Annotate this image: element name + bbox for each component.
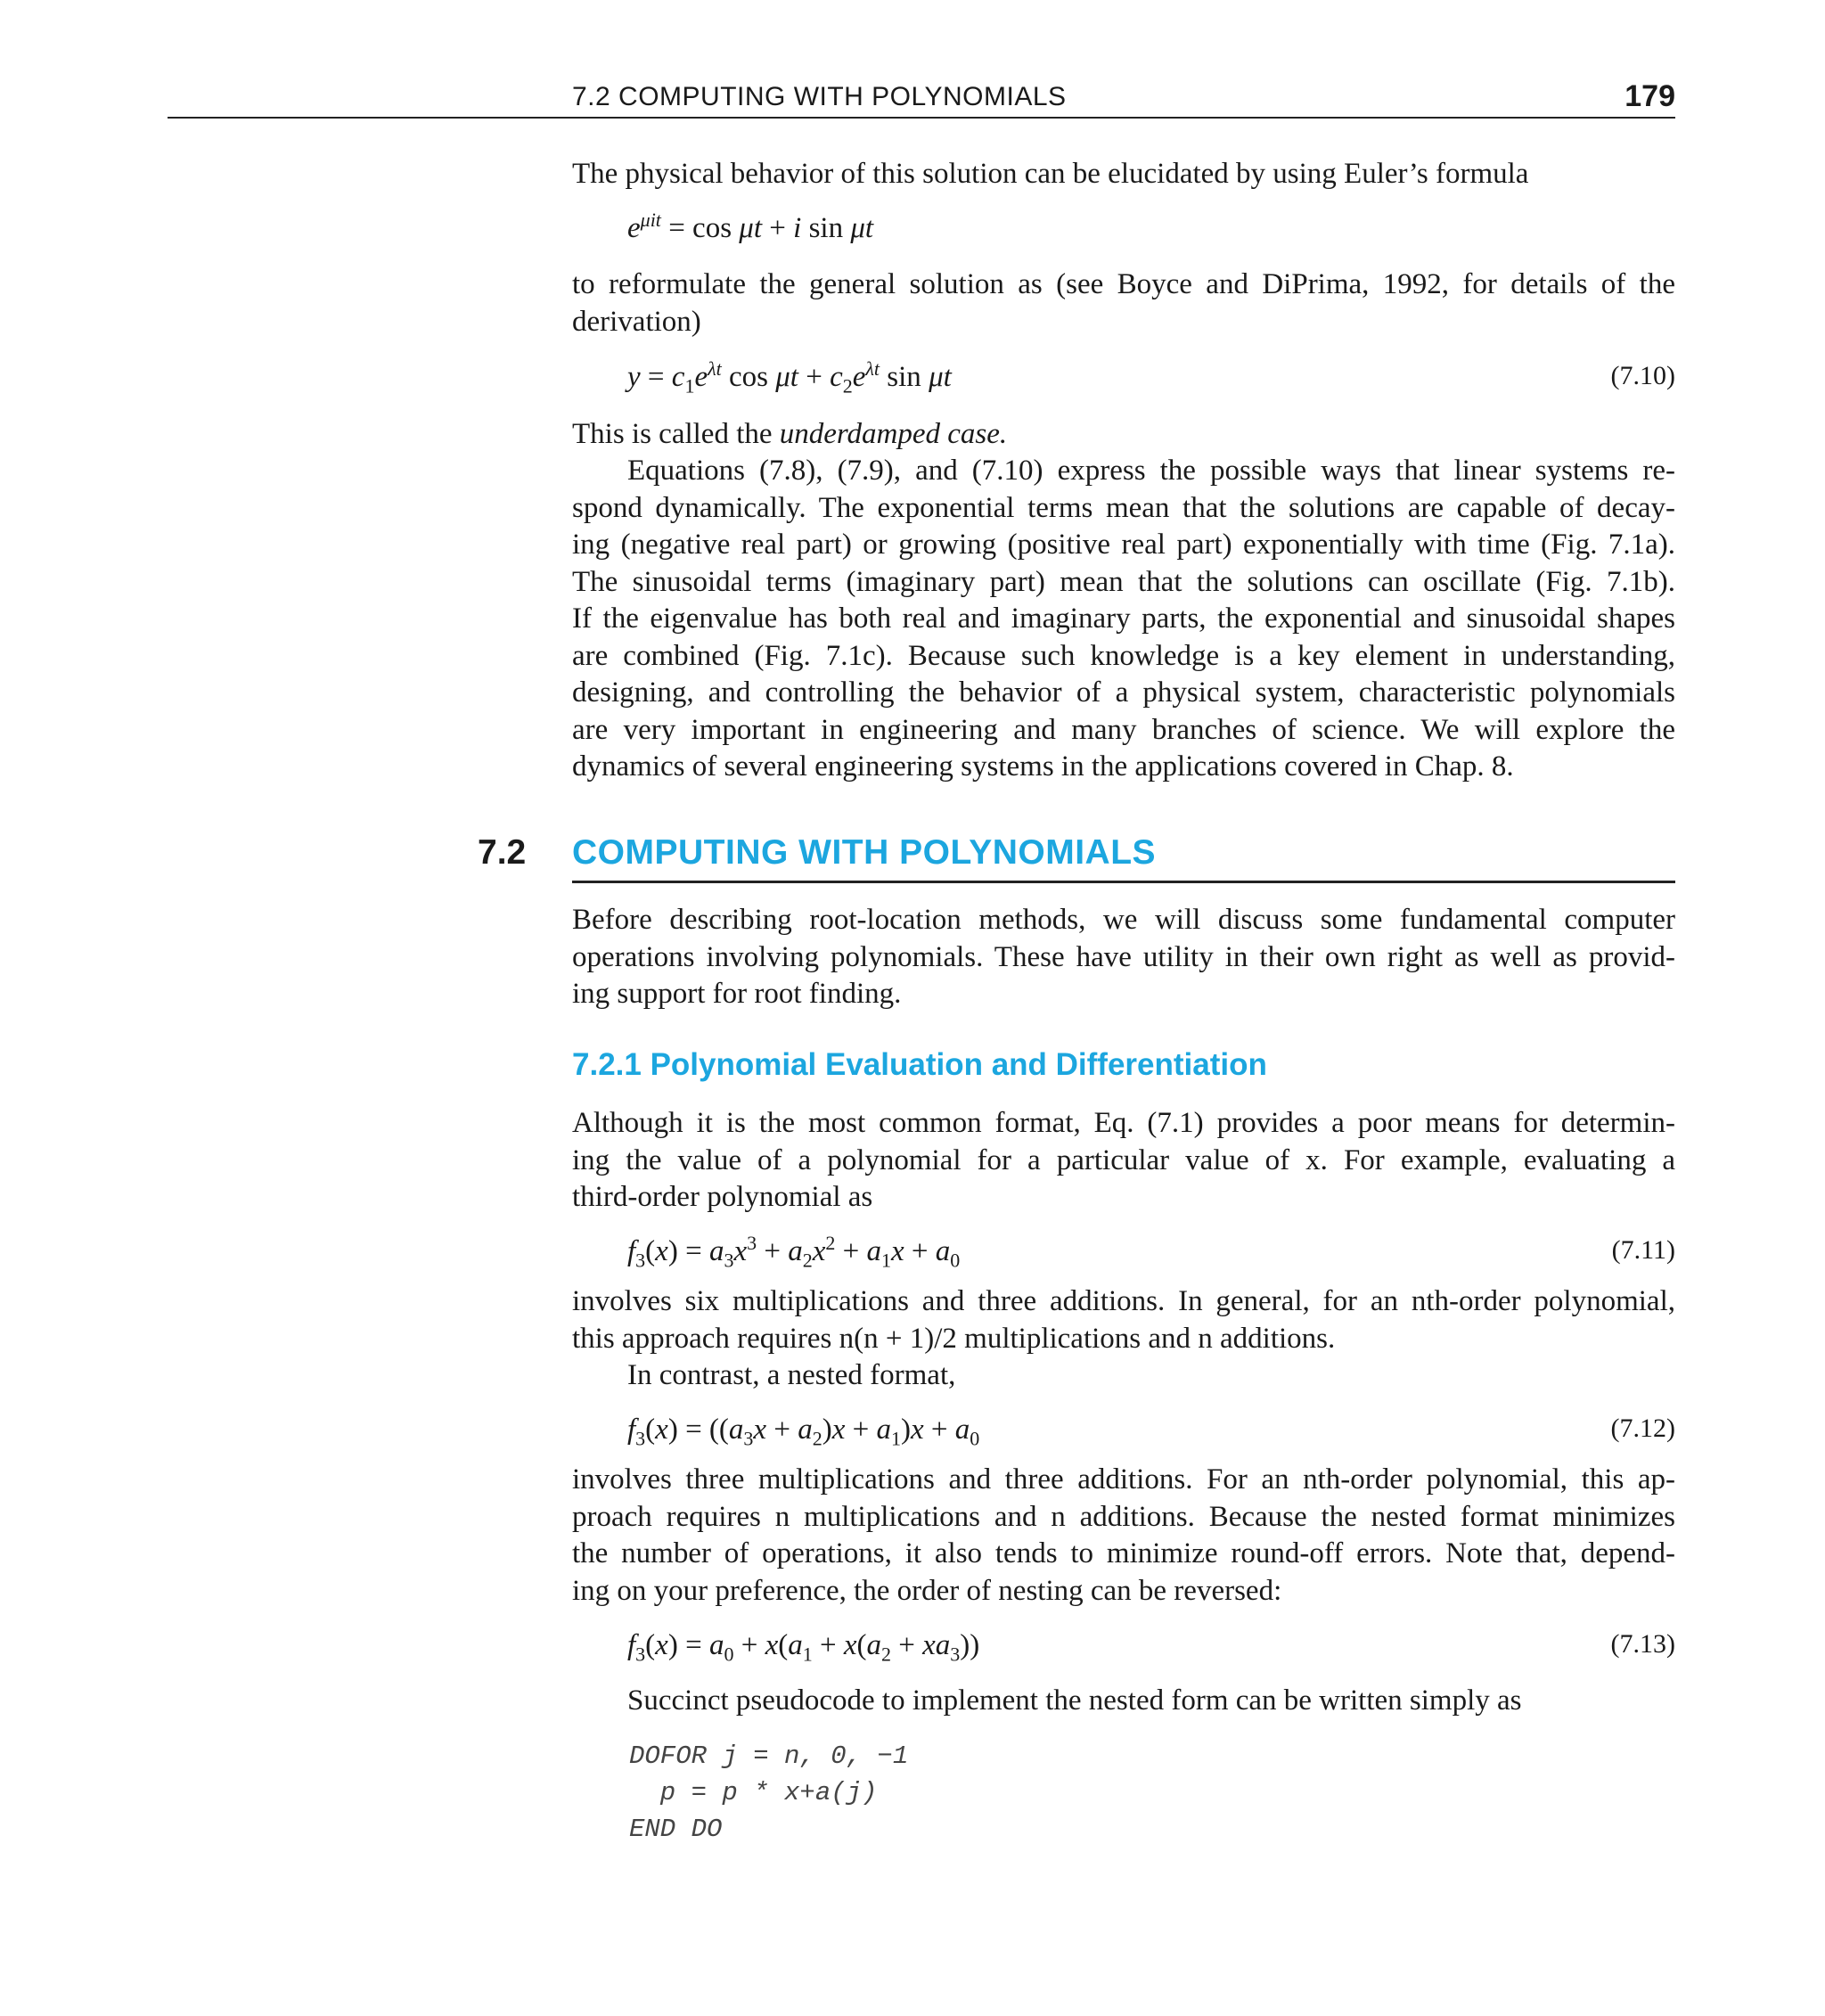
eq-symbol: e	[852, 361, 866, 393]
paragraph-line: ing (negative real part) or growing (positive real part) exponentially with time (Fig. 7.1a).	[572, 529, 1675, 561]
paragraph-evaluation	[572, 1105, 1675, 1217]
eq-symbol: i	[793, 212, 802, 244]
paragraph-line: designing, and controlling the behavior of a physical system, characteristic polynomials	[572, 676, 1675, 709]
eq-symbol: μt	[929, 361, 952, 393]
paragraph-line: Although it is the most common format, Eq. (7.1) provides a poor means for determin-	[572, 1107, 1675, 1139]
equation-number: (7.10)	[1610, 361, 1675, 390]
code-line: END DO	[629, 1815, 723, 1844]
equation-expression: $f_3(x) = a_3x^3 + a_2x^2 + a_1x + a_0$	[627, 1232, 961, 1272]
equation-number: (7.12)	[1610, 1414, 1675, 1443]
paragraph-section-intro	[572, 902, 1675, 1013]
emphasis-text: underdamped case.	[779, 418, 1008, 450]
eq-superscript: λt	[865, 357, 880, 380]
paragraph-line: proach requires n multiplications and n additions. Because the nested format minimizes	[572, 1500, 1675, 1533]
eq-superscript: λt	[708, 357, 722, 380]
code-line: p = p * x+a(j)	[629, 1778, 878, 1807]
eq-text: +	[762, 212, 794, 244]
pseudocode-block	[629, 1738, 908, 1848]
paragraph-line: spond dynamically. The exponential terms mean that the solutions are capable of decay-	[572, 491, 1675, 524]
subsection-title: 7.2.1 Polynomial Evaluation and Differentiation	[572, 1047, 1267, 1082]
paragraph-line: ing on your preference, the order of nesting can be reversed:	[572, 1574, 1282, 1607]
paragraph-dynamics	[572, 453, 1675, 786]
paragraph-nested-benefits	[572, 1462, 1675, 1610]
equation-expression	[627, 357, 952, 397]
eq-symbol: μt	[850, 212, 874, 244]
equation-expression: $f_3(x) = a_0 + x(a_1 + x(a_2 + xa_3))$	[627, 1629, 980, 1666]
paragraph-line: involves six multiplications and three additions. In general, for an nth-order polynomial,	[572, 1285, 1675, 1317]
page-number: 179	[1624, 79, 1675, 113]
eq-text: = cos	[660, 212, 740, 244]
paragraph-line: are very important in engineering and many branches of science. We will explore the	[572, 713, 1675, 746]
eq-symbol: e	[694, 361, 708, 393]
equation-expression: $f_3(x) = ((a_3x + a_2)x + a_1)x + a_0$	[627, 1414, 980, 1450]
equation-euler	[627, 209, 1675, 251]
running-head-title: 7.2 COMPUTING WITH POLYNOMIALS	[572, 82, 1067, 111]
paragraph-euler-intro	[572, 156, 1675, 193]
paragraph-line: In contrast, a nested format,	[627, 1359, 956, 1391]
paragraph-text: This is called the	[572, 418, 780, 450]
eq-symbol: e	[627, 212, 641, 244]
code-line: DOFOR j = n, 0, −1	[629, 1741, 909, 1771]
paragraph-line: operations involving polynomials. These have utility in their own right as well as provid-	[572, 940, 1675, 973]
paragraph-line: third-order polynomial as	[572, 1181, 873, 1213]
paragraph-line: to reformulate the general solution as (see Boyce and DiPrima, 1992, for details of the	[572, 268, 1675, 300]
paragraph-underdamped	[572, 416, 1675, 454]
equation-number: (7.13)	[1610, 1629, 1675, 1659]
equation-7-10	[627, 357, 1675, 400]
eq-symbol: μt	[739, 212, 763, 244]
section-rule	[572, 881, 1675, 883]
paragraph-reformulate	[572, 266, 1675, 340]
paragraph-line: involves three multiplications and three additions. For an nth-order polynomial, this ap-	[572, 1463, 1675, 1496]
eq-symbol: y	[627, 361, 641, 393]
eq-superscript: μit	[640, 209, 661, 231]
paragraph-line: The physical behavior of this solution can be elucidated by using Euler’s formula	[572, 158, 1529, 190]
section-number: 7.2	[478, 833, 527, 872]
paragraph-line: this approach requires n(n + 1)/2 multiplications and n additions.	[572, 1322, 1336, 1355]
eq-text: cos	[721, 361, 776, 393]
paragraph-pseudocode-intro	[572, 1683, 1675, 1720]
paragraph-line: ing the value of a polynomial for a particular value of x. For example, evaluating a	[572, 1143, 1675, 1176]
paragraph-line: the number of operations, it also tends to minimize round-off errors. Note that, depend-	[572, 1537, 1675, 1569]
running-head	[0, 0, 1825, 125]
equation-7-11	[627, 1232, 1675, 1274]
paragraph-line: If the eigenvalue has both real and imaginary parts, the exponential and sinusoidal shapes	[572, 602, 1675, 635]
equation-7-12	[627, 1414, 1675, 1453]
paragraph-line: Before describing root-location methods, we will discuss some fundamental computer	[572, 904, 1675, 936]
eq-text: =	[640, 361, 672, 393]
paragraph-line: Succinct pseudocode to implement the nested form can be written simply as	[627, 1684, 1522, 1717]
eq-text: sin	[801, 212, 851, 244]
running-head-rule	[168, 117, 1675, 119]
paragraph-line: Equations (7.8), (7.9), and (7.10) express the possible ways that linear systems re-	[627, 455, 1675, 487]
equation-expression	[627, 209, 874, 245]
eq-subscript: 2	[842, 374, 853, 397]
eq-text: +	[798, 361, 831, 393]
paragraph-line: are combined (Fig. 7.1c). Because such knowledge is a key element in understanding,	[572, 639, 1675, 672]
equation-number: (7.11)	[1611, 1235, 1675, 1265]
eq-subscript: 1	[684, 374, 695, 397]
paragraph-line: ing support for root finding.	[572, 978, 902, 1010]
paragraph-line: derivation)	[572, 305, 701, 338]
section-title: COMPUTING WITH POLYNOMIALS	[572, 833, 1157, 872]
equation-7-13	[627, 1629, 1675, 1668]
eq-symbol: c	[671, 361, 685, 393]
eq-symbol: μt	[775, 361, 798, 393]
paragraph-line: The sinusoidal terms (imaginary part) mean that the solutions can oscillate (Fig. 7.1b).	[572, 565, 1675, 598]
paragraph-line: dynamics of several engineering systems in the applications covered in Chap. 8.	[572, 750, 1514, 783]
eq-text: sin	[880, 361, 929, 393]
paragraph-nested-intro	[572, 1357, 1675, 1395]
paragraph-six-multiplications	[572, 1283, 1675, 1357]
eq-symbol: c	[830, 361, 843, 393]
